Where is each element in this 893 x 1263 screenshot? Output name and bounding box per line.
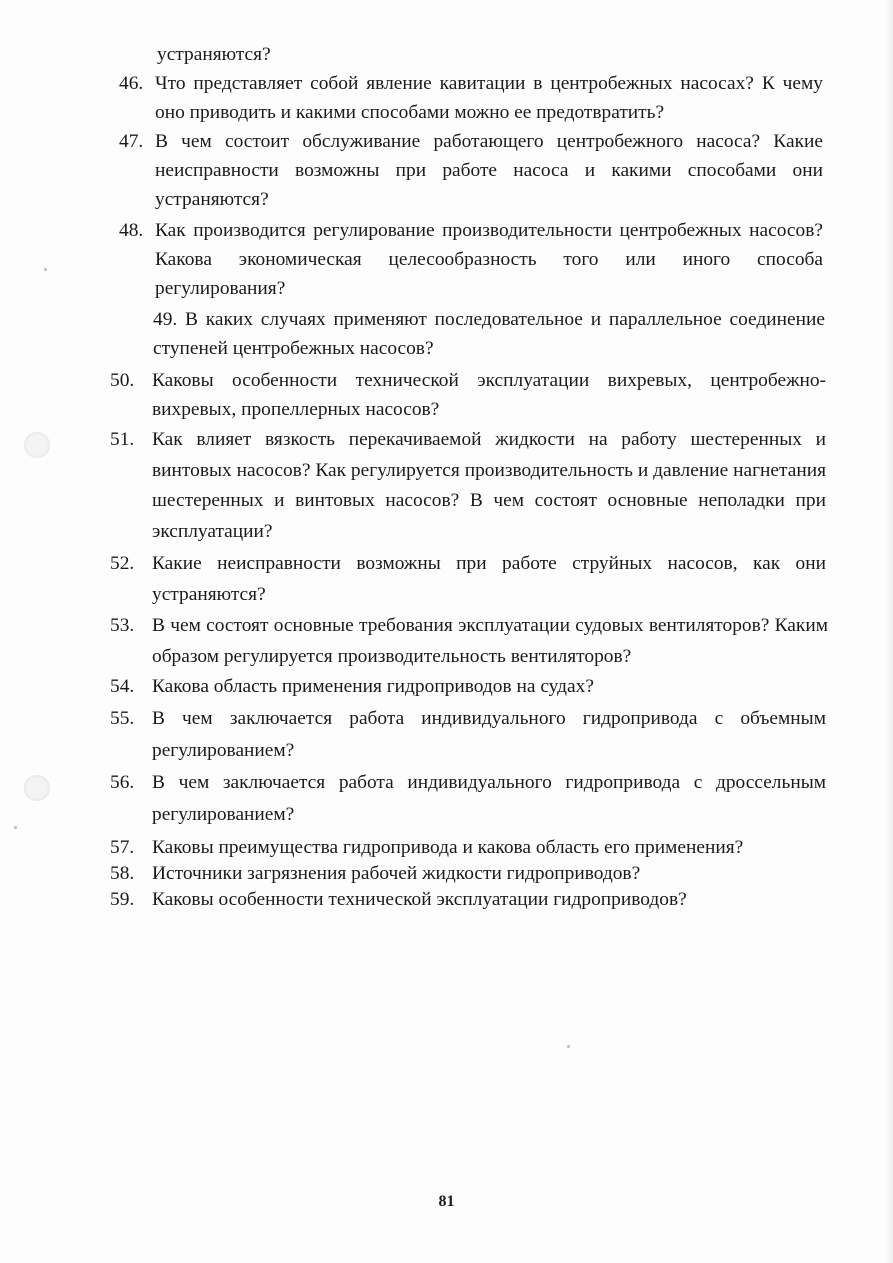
page-number: 81 [438,1193,455,1210]
question-text: Какова область применения гидроприводов на судах? [152,676,594,697]
question-text: Как производится регулирование производительности центробежных насосов? Какова экономическая целесообразность того или иного способа регулирования? [155,220,823,299]
punch-hole [24,432,50,458]
paper-speck [14,826,17,829]
question-number: 55. [110,708,135,729]
paper-speck [567,1045,570,1048]
question-text: Каковы особенности технической эксплуатации вихревых, центробежно-вихревых, пропеллерных насосов? [152,370,826,420]
question-text: Что представляет собой явление кавитации в центробежных насосах? К чему оно приводить и какими способами можно ее предотвратить? [155,73,823,123]
question-text: В чем состоит обслуживание работающего центробежного насоса? Какие неисправности возможны при работе насоса и какими способами они устраняются? [155,131,823,210]
question-number: 59. [110,889,135,910]
paper-speck [44,268,47,271]
question-number: 50. [110,370,135,391]
question-number: 52. [110,553,135,574]
question-number: 48. [119,220,144,241]
question-number: 47. [119,131,144,152]
question-number: 56. [110,772,135,793]
question-number: 57. [110,837,135,858]
question-text: Каковы особенности технической эксплуатации гидроприводов? [152,889,687,910]
question-number: 51. [110,429,135,450]
question-number: 46. [119,73,144,94]
question-text: В чем заключается работа индивидуального гидропривода с объемным регулированием? [152,708,826,761]
question-text: В чем состоят основные требования эксплуатации судовых вентиляторов? Каким образом регулируется производительность вентиляторов? [152,615,828,667]
question-number: 53. [110,615,135,636]
question-number: 58. [110,863,135,884]
question-text: Как влияет вязкость перекачиваемой жидкости на работу шестеренных и винтовых насосов? Как регулируется производительность и давление нагнетания шестеренных и винтовых насосов? В чем состоят основные неполадки при эксплуатации? [152,429,826,542]
question-number: 54. [110,676,135,697]
punch-hole [24,775,50,801]
question-text: Какие неисправности возможны при работе струйных насосов, как они устраняются? [152,553,826,605]
question-text: 49. В каких случаях применяют последовательное и параллельное соединение ступеней центробежных насосов? [153,309,825,359]
continuation-text: устраняются? [157,44,271,65]
question-text: Каковы преимущества гидропривода и какова область его применения? [152,837,744,858]
question-text: Источники загрязнения рабочей жидкости гидроприводов? [152,863,641,884]
question-text: В чем заключается работа индивидуального гидропривода с дроссельным регулированием? [152,772,826,825]
